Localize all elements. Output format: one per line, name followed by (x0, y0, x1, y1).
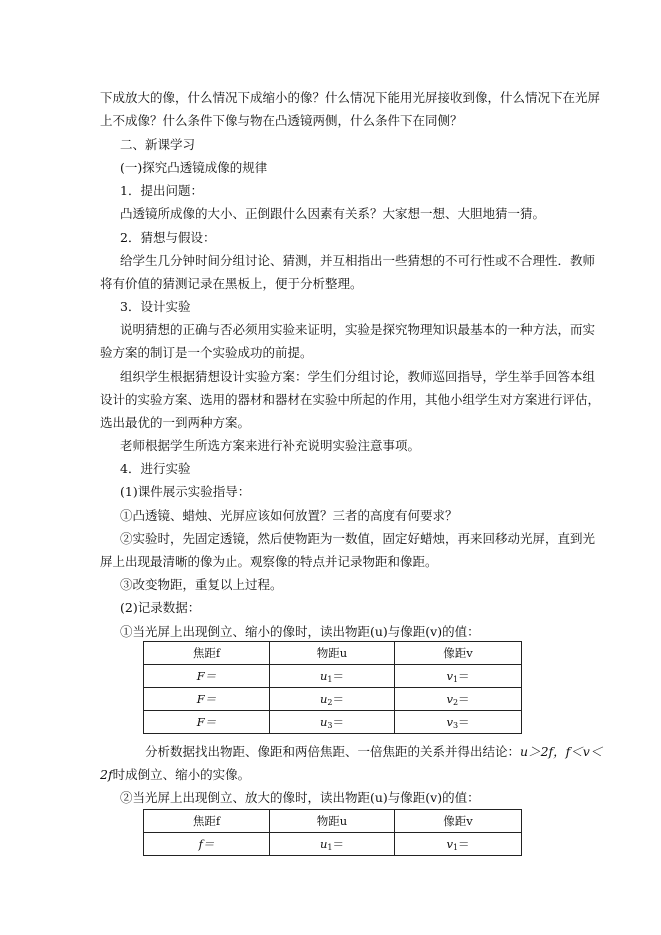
step2-text-2: 将有价值的猜测记录在黑板上，便于分析整理。 (100, 276, 363, 291)
step2-text-1: 给学生几分钟时间分组讨论、猜测，并互相指出一些猜想的不可行性或不合理性．教师 (120, 253, 596, 268)
step3-paragraph2-line3: 选出最优的一到两种方案。 (100, 415, 251, 430)
step3-paragraph2-line2: 设计的实验方案、选用的器材和器材在实验中所起的作用，其他小组学生对方案进行评估， (100, 392, 601, 407)
analysis-line-1 (145, 744, 602, 760)
step3-title: 3．设计实验 (120, 299, 191, 314)
analysis-formula: u＞2f，f＜v＜ (520, 744, 603, 759)
record-data-title: (2)记录数据： (120, 600, 201, 615)
analysis-line-2 (100, 767, 250, 783)
case1-title: ①当光屏上出现倒立、缩小的像时，读出物距(u)与像距(v)的值： (120, 624, 480, 639)
step3-paragraph1-line1: 说明猜想的正确与否必须用实验来证明，实验是探究物理知识最基本的一种方法，而实 (120, 322, 596, 337)
step3-paragraph2-line1: 组织学生根据猜想设计实验方案：学生们分组讨论，教师巡回指导，学生举手回答本组 (120, 369, 596, 384)
step1-title: 1．提出问题： (120, 183, 203, 198)
analysis-text: 分析数据找出物距、像距和两倍焦距、一倍焦距的关系并得出结论： (145, 744, 521, 759)
section-heading: 二、新课学习 (120, 137, 196, 152)
cell-focal: F＝ (144, 665, 270, 688)
table-row (144, 711, 522, 734)
analysis-formula-cont: 2f (100, 767, 113, 782)
cell-focal: f＝ (144, 833, 270, 856)
cell-object: $u_2=$ (270, 688, 395, 711)
cell-focal: F＝ (144, 688, 270, 711)
table-row (144, 833, 522, 856)
step4-question-2-line1: ②实验时，先固定透镜，然后使物距为一数值，固定好蜡烛，再来回移动光屏，直到光 (120, 531, 596, 546)
cell-object: $u_1=$ (270, 665, 395, 688)
step4-guide-title: (1)课件展示实验指导： (120, 484, 251, 499)
table-row (144, 665, 522, 688)
table-row (144, 688, 522, 711)
step2-title: 2．猜想与假设： (120, 230, 216, 245)
data-table-2 (143, 809, 522, 856)
cell-image: $v_2=$ (395, 688, 522, 711)
step4-title: 4．进行实验 (120, 461, 191, 476)
header-image-distance: 像距v (395, 810, 522, 833)
header-focal-length: 焦距f (144, 810, 270, 833)
header-image-distance: 像距v (395, 642, 522, 665)
cell-image: $v_1=$ (395, 665, 522, 688)
header-object-distance: 物距u (270, 810, 395, 833)
cell-focal: F＝ (144, 711, 270, 734)
header-object-distance: 物距u (270, 642, 395, 665)
analysis-conclusion: 时成倒立、缩小的实像。 (112, 767, 251, 782)
data-table-1 (143, 641, 522, 734)
cell-image: $v_1=$ (395, 833, 522, 856)
step4-question-1: ①凸透镜、蜡烛、光屏应该如何放置？三者的高度有何要求？ (120, 508, 458, 523)
cell-object: $u_1=$ (270, 833, 395, 856)
step1-text: 凸透镜所成像的大小、正倒跟什么因素有关系？大家想一想、大胆地猜一猜。 (120, 206, 546, 221)
subsection-heading: (一)探究凸透镜成像的规律 (120, 160, 268, 175)
step3-paragraph1-line2: 验方案的制订是一个实验成功的前提。 (100, 345, 313, 360)
cell-image: $v_3=$ (395, 711, 522, 734)
intro-line-1: 下成放大的像，什么情况下成缩小的像？什么情况下能用光屏接收到像，什么情况下在光屏 (100, 90, 601, 105)
table-header-row (144, 642, 522, 665)
step3-paragraph3: 老师根据学生所选方案来进行补充说明实验注意事项。 (120, 438, 421, 453)
step4-question-2-line2: 屏上出现最清晰的像为止。观察像的特点并记录物距和像距。 (100, 554, 438, 569)
header-focal-length: 焦距f (144, 642, 270, 665)
table-header-row (144, 810, 522, 833)
cell-object: $u_3=$ (270, 711, 395, 734)
step4-question-3: ③改变物距，重复以上过程。 (120, 577, 283, 592)
intro-line-2: 上不成像？什么条件下像与物在凸透镜两侧，什么条件下在同侧？ (100, 113, 463, 128)
case2-title: ②当光屏上出现倒立、放大的像时，读出物距(u)与像距(v)的值： (120, 790, 480, 805)
